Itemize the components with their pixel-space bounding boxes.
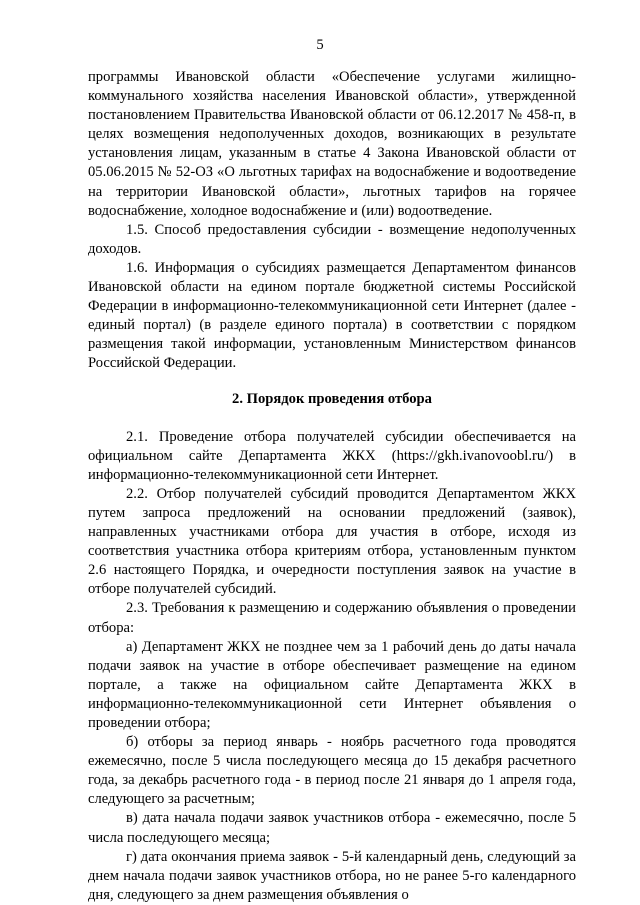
- paragraph-continuation: программы Ивановской области «Обеспечение услугами жилищно-коммунального хозяйства населения Ивановской области», утвержденной постановлением Правительства Ивановской области от 06.12.2017 № 458-п, в целях возмещения недополученных доходов, возникающих в результате установления лицам, указанным в статье 4 Закона Ивановской области от 05.06.2015 № 52-ОЗ «О льготных тарифах на водоснабжение и водоотведение на территории Ивановской области», льготных тарифов на горячее водоснабжение, холодное водоснабжение и (или) водоотведение.: [88, 69, 576, 219]
- paragraph-1-6: 1.6. Информация о субсидиях размещается Департаментом финансов Ивановской области на едином портале бюджетной системы Российской Федерации в информационно-телекоммуникационной сети Интернет (далее - единый портал) (в разделе единого портала) в соответствии с порядком размещения такой информации, установленным Министерством финансов Российской Федерации.: [88, 259, 576, 372]
- paragraph-1-5: 1.5. Способ предоставления субсидии - возмещение недополученных доходов.: [88, 221, 576, 257]
- paragraph-item-v: в) дата начала подачи заявок участников отбора - ежемесячно, после 5 числа последующего месяца;: [88, 810, 576, 846]
- paragraph-2-2: 2.2. Отбор получателей субсидий проводится Департаментом ЖКХ путем запроса предложений на основании предложений (заявок), направленных участниками отбора для участия в отборе, исходя из соответствия участника отбора критериям отбора, установленным пунктом 2.6 настоящего Порядка, и очередности поступления заявок на участие в отборе получателей субсидий.: [88, 485, 576, 598]
- paragraph-item-g: г) дата окончания приема заявок - 5-й календарный день, следующий за днем начала подачи заявок участников отбора, но не ранее 5-го календарного дня, следующего за днем размещения объявления о: [88, 848, 576, 903]
- paragraph-item-b: б) отборы за период январь - ноябрь расчетного года проводятся ежемесячно, после 5 числа последующего месяца до 15 декабря расчетного года, за декабрь расчетного года - в период после 21 января до 1 апреля года, следующего за расчетным;: [88, 734, 576, 808]
- page-number: 5: [316, 37, 324, 53]
- section-heading: 2. Порядок проведения отбора: [232, 390, 432, 407]
- paragraph-2-3: 2.3. Требования к размещению и содержанию объявления о проведении отбора:: [88, 600, 576, 636]
- document-body: [88, 68, 576, 905]
- paragraph-2-1: 2.1. Проведение отбора получателей субсидии обеспечивается на официальном сайте Департамента ЖКХ (https://gkh.ivanovoobl.ru/) в информационно-телекоммуникационной сети Интернет.: [88, 428, 576, 483]
- paragraph-item-a: а) Департамент ЖКХ не позднее чем за 1 рабочий день до даты начала подачи заявок на участие в отборе обеспечивает размещение на едином портале, а также на официальном сайте Департамента ЖКХ в информационно-телекоммуникационной сети Интернет объявления о проведении отбора;: [88, 638, 576, 731]
